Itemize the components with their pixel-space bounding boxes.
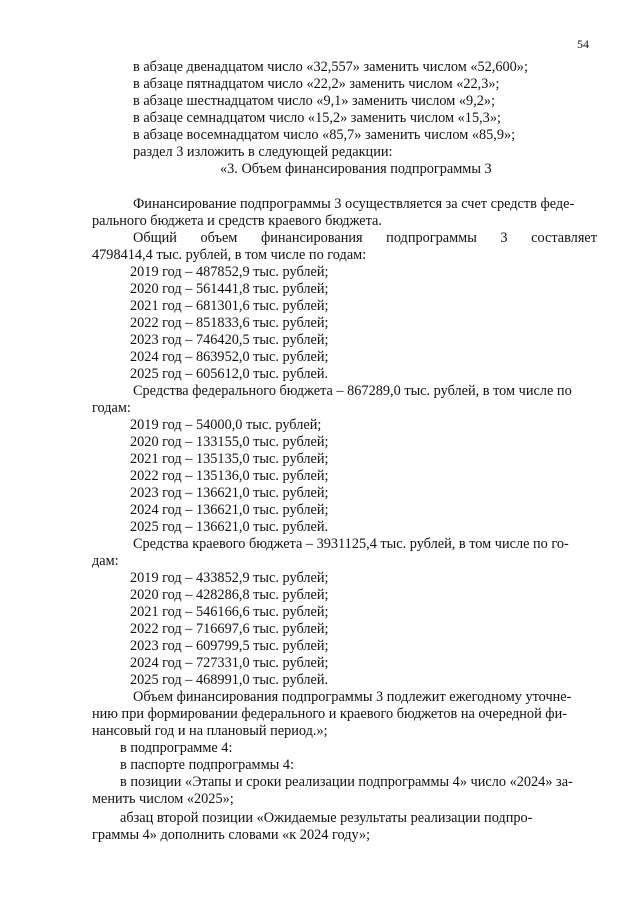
total-financing-line [133, 230, 597, 247]
year-line: 2024 год – 727331,0 тыс. рублей; [130, 655, 329, 671]
year-line: 2023 год – 136621,0 тыс. рублей; [130, 485, 329, 501]
year-line: 2025 год – 136621,0 тыс. рублей. [130, 519, 329, 535]
paragraph-line: менить числом «2025»; [92, 791, 234, 807]
amendment-line: в абзаце семнадцатом число «15,2» заменить числом «15,3»; [133, 110, 501, 126]
paragraph-line: граммы 4» дополнить словами «к 2024 году»; [92, 827, 371, 843]
year-line: 2022 год – 851833,6 тыс. рублей; [130, 315, 329, 331]
word: 3 [500, 230, 508, 246]
paragraph-line: в паспорте подпрограммы 4: [120, 757, 294, 773]
year-line: 2020 год – 133155,0 тыс. рублей; [130, 434, 329, 450]
year-line: 2025 год – 605612,0 тыс. рублей. [130, 366, 329, 382]
paragraph-line: годам: [92, 400, 131, 416]
amendment-line: в абзаце шестнадцатом число «9,1» заменить числом «9,2»; [133, 93, 496, 109]
year-line: 2021 год – 681301,6 тыс. рублей; [130, 298, 329, 314]
paragraph-line: нию при формировании федерального и краевого бюджетов на очередной фи- [92, 706, 567, 722]
amendment-line: в абзаце восемнадцатом число «85,7» заменить числом «85,9»; [133, 127, 516, 143]
page-number: 54 [577, 37, 589, 51]
year-line: 2024 год – 136621,0 тыс. рублей; [130, 502, 329, 518]
paragraph-line: нансовый год и на плановый период.»; [92, 723, 328, 739]
year-line: 2021 год – 546166,6 тыс. рублей; [130, 604, 329, 620]
word: Общий [133, 230, 177, 246]
paragraph-line: Средства федерального бюджета – 867289,0 тыс. рублей, в том числе по [133, 383, 572, 399]
year-line: 2023 год – 609799,5 тыс. рублей; [130, 638, 329, 654]
year-line: 2023 год – 746420,5 тыс. рублей; [130, 332, 329, 348]
year-line: 2019 год – 487852,9 тыс. рублей; [130, 264, 329, 280]
paragraph-line: рального бюджета и средств краевого бюджета. [92, 213, 382, 229]
paragraph-line: 4798414,4 тыс. рублей, в том числе по годам: [92, 247, 367, 263]
paragraph-line: Финансирование подпрограммы 3 осуществляется за счет средств феде- [133, 196, 575, 212]
amendment-line: в абзаце пятнадцатом число «22,2» заменить числом «22,3»; [133, 76, 500, 92]
year-line: 2019 год – 54000,0 тыс. рублей; [130, 417, 322, 433]
paragraph-line: дам: [92, 553, 119, 569]
year-line: 2020 год – 561441,8 тыс. рублей; [130, 281, 329, 297]
paragraph-line: в подпрограмме 4: [120, 740, 233, 756]
year-line: 2024 год – 863952,0 тыс. рублей; [130, 349, 329, 365]
year-line: 2021 год – 135135,0 тыс. рублей; [130, 451, 329, 467]
paragraph-line: Объем финансирования подпрограммы 3 подлежит ежегодному уточне- [133, 689, 572, 705]
word: финансирования [260, 230, 363, 246]
amendment-line: раздел 3 изложить в следующей редакции: [133, 144, 393, 160]
year-line: 2022 год – 716697,6 тыс. рублей; [130, 621, 329, 637]
word: подпрограммы [386, 230, 477, 246]
year-line: 2022 год – 135136,0 тыс. рублей; [130, 468, 329, 484]
paragraph-line: абзац второй позиции «Ожидаемые результаты реализации подпро- [120, 810, 533, 826]
paragraph-line: в позиции «Этапы и сроки реализации подпрограммы 4» число «2024» за- [120, 774, 573, 790]
year-line: 2020 год – 428286,8 тыс. рублей; [130, 587, 329, 603]
word: составляет [531, 230, 597, 246]
year-line: 2019 год – 433852,9 тыс. рублей; [130, 570, 329, 586]
paragraph-line: Средства краевого бюджета – 3931125,4 тыс. рублей, в том числе по го- [133, 536, 569, 552]
year-line: 2025 год – 468991,0 тыс. рублей. [130, 672, 329, 688]
amendment-line: в абзаце двенадцатом число «32,557» заменить числом «52,600»; [133, 59, 528, 75]
word: объем [200, 230, 238, 246]
section-heading: «3. Объем финансирования подпрограммы 3 [220, 161, 492, 177]
